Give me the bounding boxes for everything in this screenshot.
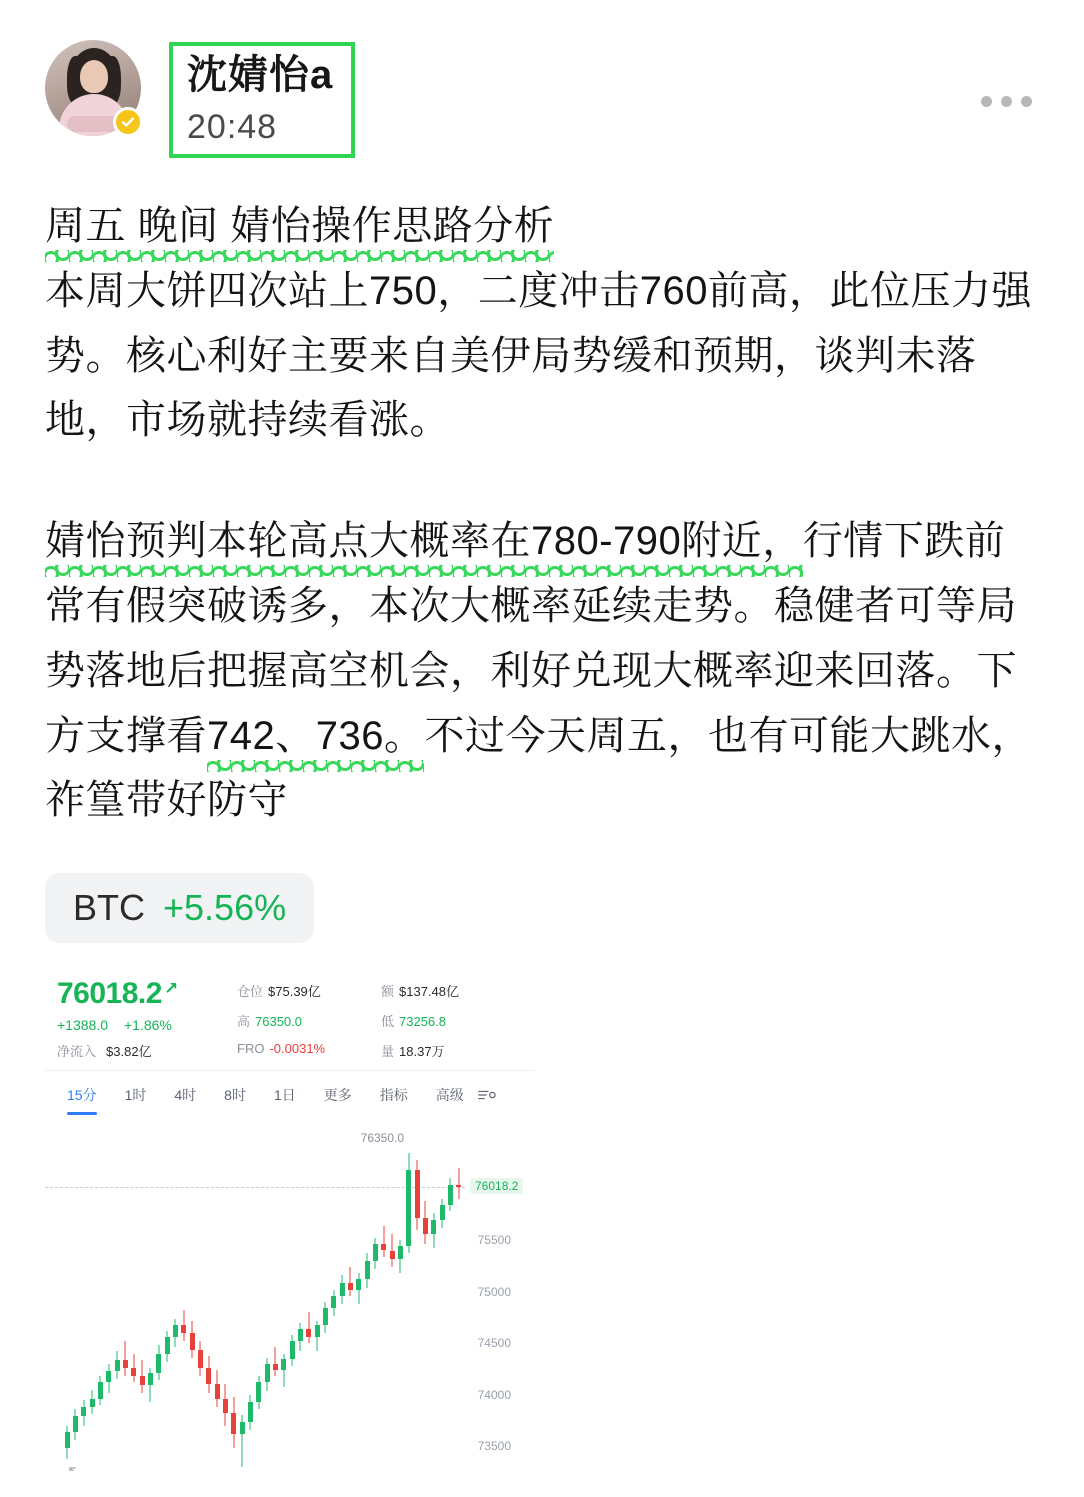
tab-indicators[interactable]: 指标 [379, 1087, 408, 1104]
candle [190, 1137, 195, 1477]
btc-symbol-label: BTC [73, 887, 145, 929]
quote-stat-0: 仓位 $75.39亿 [237, 984, 321, 1000]
candle [165, 1137, 170, 1477]
candle [406, 1137, 411, 1477]
candle [148, 1137, 153, 1477]
tab-8h[interactable]: 8时 [224, 1087, 246, 1104]
candle [323, 1137, 328, 1477]
quote-change-row [57, 1017, 237, 1033]
candlestick-plot [63, 1137, 463, 1477]
tab-1d[interactable]: 1日 [273, 1087, 296, 1104]
candle [373, 1137, 378, 1477]
price-axis-tick: 74500 [477, 1336, 511, 1351]
candle [198, 1137, 203, 1477]
post-title-highlighted: 周五 晚间 婧怡操作思路分析 [45, 204, 554, 262]
post-paragraph-2 [45, 509, 1039, 833]
post-header [0, 0, 1084, 158]
quote-stats-grid [237, 977, 525, 1060]
candle [115, 1137, 120, 1477]
tab-advanced[interactable]: 高级 [435, 1087, 464, 1104]
price-axis-tick: 73500 [477, 1439, 511, 1454]
tab-more[interactable]: 更多 [323, 1087, 352, 1104]
candle [215, 1137, 220, 1477]
price-axis-tick: 74000 [477, 1387, 511, 1402]
candle [298, 1137, 303, 1477]
candle [431, 1137, 436, 1477]
candle [131, 1137, 136, 1477]
candle [73, 1137, 78, 1477]
post-paragraph-1 [45, 194, 1039, 453]
candle [290, 1137, 295, 1477]
panel-bottom-spacer [45, 1471, 535, 1497]
author-block[interactable] [169, 42, 355, 158]
chart-high-label: 76350.0 [360, 1130, 405, 1145]
candle [223, 1137, 228, 1477]
tab-1h[interactable]: 1时 [124, 1087, 147, 1104]
candle [206, 1137, 211, 1477]
candle [65, 1137, 70, 1477]
quote-stat-2: 高 76350.0 [237, 1013, 303, 1029]
quote-stat-3: 低 73256.8 [381, 1013, 447, 1029]
quote-netflow-label: 净流入 [57, 1044, 97, 1060]
chart-timeframe-tabs[interactable] [45, 1070, 535, 1117]
quote-netflow-value: $3.82亿 [106, 1044, 152, 1060]
candle [440, 1137, 445, 1477]
candle [106, 1137, 111, 1477]
post-forecast-highlighted: 婧怡预判本轮高点大概率在780-790附近， [45, 519, 803, 577]
quote-price-value: 76018.2 [57, 977, 162, 1011]
quote-change-pct: +1.86% [124, 1017, 172, 1034]
quote-card[interactable] [45, 873, 1007, 1497]
quote-netflow-row [57, 1041, 237, 1060]
price-chart[interactable] [45, 1117, 535, 1497]
candle [98, 1137, 103, 1477]
candle [423, 1137, 428, 1477]
candle [273, 1137, 278, 1477]
candle-series [63, 1137, 463, 1477]
verified-badge-icon [113, 107, 143, 137]
candle [248, 1137, 253, 1477]
candle [123, 1137, 128, 1477]
post-support-highlighted: 742、736。 [207, 714, 424, 772]
post-timestamp: 20:48 [187, 108, 278, 146]
candle [306, 1137, 311, 1477]
candle [331, 1137, 336, 1477]
btc-change-percent: +5.56% [163, 887, 287, 929]
candle [156, 1137, 161, 1477]
candle [173, 1137, 178, 1477]
quote-price-block [57, 977, 237, 1060]
candle [90, 1137, 95, 1477]
post-paragraph-1-text: 本周大饼四次站上750，二度冲击760前高，此位压力强势。核心利好主要来自美伊局势缓和预期，谈判未落地，市场就持续看涨。 [45, 268, 1032, 443]
candle [381, 1137, 386, 1477]
candle [256, 1137, 261, 1477]
quote-last-price [57, 977, 237, 1011]
quote-panel[interactable] [45, 969, 535, 1497]
last-price-tag: 76018.2 [470, 1178, 523, 1194]
price-axis-tick: 75500 [477, 1233, 511, 1248]
price-axis [451, 1137, 529, 1477]
quote-summary [45, 969, 535, 1064]
candle [231, 1137, 236, 1477]
candle [181, 1137, 186, 1477]
candle [356, 1137, 361, 1477]
price-axis-tick: 75000 [477, 1284, 511, 1299]
more-options-icon[interactable] [981, 96, 1032, 107]
candle [340, 1137, 345, 1477]
candle [315, 1137, 320, 1477]
candle [348, 1137, 353, 1477]
candle [415, 1137, 420, 1477]
post-body [0, 158, 1084, 833]
candle [390, 1137, 395, 1477]
price-up-arrow-icon: ↗ [163, 979, 178, 999]
author-name: 沈婧怡a [187, 53, 334, 97]
post-paragraph-2-tail: 不过今天周五，也有可能大跳水，祚篁带好防守 [45, 713, 1032, 823]
tab-4h[interactable]: 4时 [174, 1087, 197, 1104]
candle [365, 1137, 370, 1477]
candle [265, 1137, 270, 1477]
candle [281, 1137, 286, 1477]
tab-15m[interactable]: 15分 [53, 1081, 111, 1109]
candle [81, 1137, 86, 1477]
candle [140, 1137, 145, 1477]
btc-change-chip[interactable] [45, 873, 314, 943]
candle [240, 1137, 245, 1477]
quote-stat-1: 额 $137.48亿 [381, 984, 460, 1000]
candle [398, 1137, 403, 1477]
quote-change-abs: +1388.0 [57, 1017, 108, 1034]
post-paragraph-2-text: 行情下跌前常有假突破诱多，本次大概率延续走势。稳健者可等局势落地后把握高空机会，利好兑现大概率迎来回落。下方支撑看 [45, 519, 1017, 758]
quote-stat-4: FRO -0.0031% [237, 1040, 326, 1056]
avatar[interactable] [45, 40, 141, 136]
quote-stat-5: 量 18.37万 [381, 1043, 445, 1059]
chart-settings-icon[interactable] [478, 1088, 502, 1102]
